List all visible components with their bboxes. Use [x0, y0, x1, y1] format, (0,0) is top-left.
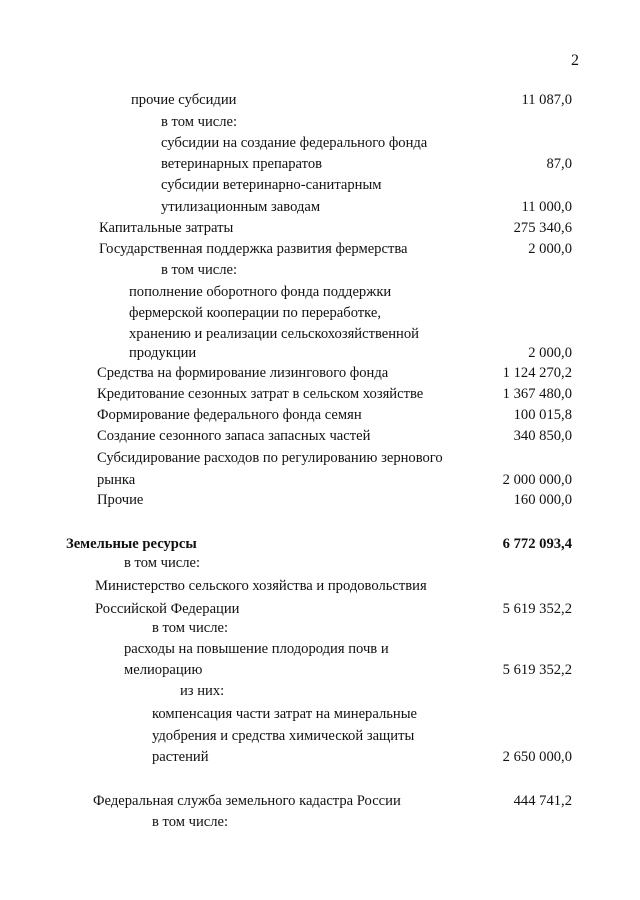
row-value: 2 000 000,0: [502, 472, 572, 488]
row-label: субсидии ветеринарно-санитарным: [161, 177, 382, 193]
row-value: 2 000,0: [528, 345, 572, 361]
row-value: 11 087,0: [521, 92, 572, 108]
row-label: Земельные ресурсы: [66, 536, 197, 552]
row-label: удобрения и средства химической защиты: [152, 728, 415, 744]
row-label: Российской Федерации: [95, 601, 240, 617]
row-label: пополнение оборотного фонда поддержки: [129, 284, 392, 300]
row-label: растений: [152, 749, 209, 765]
row-label: Формирование федерального фонда семян: [97, 407, 362, 423]
row-label: Средства на формирование лизингового фонда: [97, 365, 389, 381]
row-label: из них:: [180, 683, 225, 699]
row-label: в том числе:: [124, 555, 201, 571]
row-label: Кредитование сезонных затрат в сельском хозяйстве: [97, 386, 424, 402]
row-label: прочие субсидии: [131, 92, 237, 108]
row-label: в том числе:: [161, 262, 238, 278]
row-label: ветеринарных препаратов: [161, 156, 323, 172]
row-label: в том числе:: [152, 620, 229, 636]
row-label: мелиорацию: [124, 662, 203, 678]
row-value: 2 000,0: [528, 241, 572, 257]
row-label: Прочие: [97, 492, 144, 508]
row-label: Министерство сельского хозяйства и продовольствия: [95, 578, 427, 594]
row-value: 11 000,0: [521, 199, 572, 215]
row-value: 87,0: [546, 156, 572, 172]
row-value: 1 367 480,0: [502, 386, 572, 402]
row-label: Создание сезонного запаса запасных частей: [97, 428, 371, 444]
row-label: субсидии на создание федерального фонда: [161, 135, 428, 151]
row-label: в том числе:: [161, 114, 238, 130]
row-label: продукции: [129, 345, 197, 361]
row-value: 100 015,8: [513, 407, 572, 423]
row-label: в том числе:: [152, 814, 229, 830]
row-label: хранению и реализации сельскохозяйственной: [129, 326, 419, 342]
row-label: Федеральная служба земельного кадастра России: [93, 793, 401, 809]
row-label: Государственная поддержка развития фермерства: [99, 241, 408, 257]
row-label: компенсация части затрат на минеральные: [152, 706, 417, 722]
row-value: 444 741,2: [513, 793, 572, 809]
row-label: расходы на повышение плодородия почв и: [124, 641, 389, 657]
row-value: 6 772 093,4: [502, 536, 572, 552]
row-label: Субсидирование расходов по регулированию зернового: [97, 450, 443, 466]
row-label: рынка: [97, 472, 136, 488]
row-label: Капитальные затраты: [99, 220, 234, 236]
row-value: 5 619 352,2: [502, 601, 572, 617]
row-label: фермерской кооперации по переработке,: [129, 305, 382, 321]
row-value: 2 650 000,0: [502, 749, 572, 765]
row-value: 160 000,0: [513, 492, 572, 508]
row-value: 5 619 352,2: [502, 662, 572, 678]
row-value: 1 124 270,2: [502, 365, 572, 381]
page-number: 2: [571, 52, 579, 69]
row-value: 275 340,6: [513, 220, 572, 236]
row-label: утилизационным заводам: [161, 199, 321, 215]
row-value: 340 850,0: [513, 428, 572, 444]
